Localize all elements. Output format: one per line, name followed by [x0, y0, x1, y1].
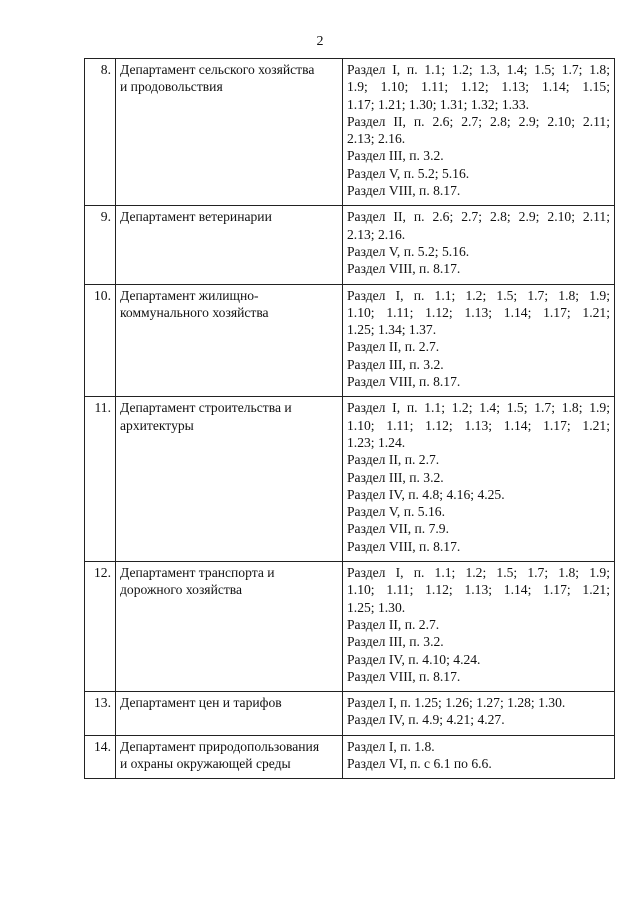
row-number: 11.	[85, 397, 116, 562]
department-name-line: и продовольствия	[120, 79, 223, 95]
reference-line: Раздел II, п. 2.6; 2.7; 2.8; 2.9; 2.10; 2.11;	[347, 113, 610, 129]
reference-line: Раздел VIII, п. 8.17.	[347, 183, 461, 199]
table-row	[85, 206, 615, 284]
reference-line: Раздел VI, п. с 6.1 по 6.6.	[347, 755, 492, 771]
reference-line: Раздел V, п. 5.16.	[347, 504, 445, 520]
reference-line: Раздел I, п. 1.1; 1.2; 1.5; 1.7; 1.8; 1.9;	[347, 287, 610, 303]
row-number: 12.	[85, 562, 116, 692]
section-references	[343, 59, 615, 206]
reference-line: 1.10; 1.11; 1.12; 1.13; 1.14; 1.17; 1.21;	[347, 582, 610, 598]
row-number: 10.	[85, 284, 116, 397]
department-name-line: Департамент природопользования	[120, 738, 320, 754]
row-number: 14.	[85, 735, 116, 779]
row-number: 13.	[85, 692, 116, 736]
table-row	[85, 284, 615, 397]
department-name-line: коммунального хозяйства	[120, 304, 269, 320]
reference-line: 1.17; 1.21; 1.30; 1.31; 1.32; 1.33.	[347, 96, 530, 112]
reference-line: Раздел I, п. 1.1; 1.2; 1.4; 1.5; 1.7; 1.8; 1.9;	[347, 400, 610, 416]
reference-line: Раздел III, п. 3.2.	[347, 469, 444, 485]
reference-line: Раздел V, п. 5.2; 5.16.	[347, 165, 470, 181]
reference-line: Раздел III, п. 3.2.	[347, 148, 444, 164]
section-references	[343, 692, 615, 736]
department-name	[116, 562, 343, 692]
table-row	[85, 692, 615, 736]
reference-line: Раздел III, п. 3.2.	[347, 634, 444, 650]
row-number: 8.	[85, 59, 116, 206]
reference-line: Раздел II, п. 2.7.	[347, 616, 440, 632]
reference-line: Раздел III, п. 3.2.	[347, 356, 444, 372]
reference-line: Раздел II, п. 2.6; 2.7; 2.8; 2.9; 2.10; 2.11;	[347, 209, 610, 225]
table-row	[85, 397, 615, 562]
reference-line: Раздел II, п. 2.7.	[347, 452, 440, 468]
reference-line: 1.9; 1.10; 1.11; 1.12; 1.13; 1.14; 1.15;	[347, 79, 610, 95]
reference-line: Раздел VII, п. 7.9.	[347, 521, 449, 537]
department-name-line: и охраны окружающей среды	[120, 755, 291, 771]
department-name-line: Департамент сельского хозяйства	[120, 62, 315, 77]
department-name-line: Департамент ветеринарии	[120, 209, 272, 225]
reference-line: Раздел IV, п. 4.9; 4.21; 4.27.	[347, 712, 505, 728]
department-name-line: Департамент транспорта и	[120, 565, 275, 581]
reference-line: Раздел I, п. 1.25; 1.26; 1.27; 1.28; 1.30.	[347, 695, 566, 711]
page-number: 2	[316, 34, 324, 49]
reference-line: 1.10; 1.11; 1.12; 1.13; 1.14; 1.17; 1.21;	[347, 417, 610, 433]
reference-line: Раздел VIII, п. 8.17.	[347, 261, 461, 277]
reference-line: 1.10; 1.11; 1.12; 1.13; 1.14; 1.17; 1.21;	[347, 304, 610, 320]
department-name	[116, 59, 343, 206]
department-name	[116, 206, 343, 284]
reference-line: Раздел I, п. 1.1; 1.2; 1.5; 1.7; 1.8; 1.9;	[347, 565, 610, 581]
reference-line: 1.25; 1.30.	[347, 599, 406, 615]
department-name	[116, 692, 343, 736]
department-name	[116, 735, 343, 779]
department-name	[116, 397, 343, 562]
section-references	[343, 206, 615, 284]
reference-line: 2.13; 2.16.	[347, 226, 406, 242]
reference-line: Раздел I, п. 1.1; 1.2; 1.3, 1.4; 1.5; 1.7; 1.8;	[347, 62, 610, 77]
table-row	[85, 59, 615, 206]
reference-line: 2.13; 2.16.	[347, 131, 406, 147]
reference-line: Раздел V, п. 5.2; 5.16.	[347, 243, 470, 259]
reference-line: Раздел VIII, п. 8.17.	[347, 538, 461, 554]
reference-line: Раздел IV, п. 4.8; 4.16; 4.25.	[347, 486, 505, 502]
table-row	[85, 735, 615, 779]
department-name	[116, 284, 343, 397]
section-references	[343, 735, 615, 779]
section-references	[343, 562, 615, 692]
department-table	[84, 58, 615, 779]
reference-line: Раздел IV, п. 4.10; 4.24.	[347, 651, 481, 667]
reference-line: 1.25; 1.34; 1.37.	[347, 322, 437, 338]
department-name-line: архитектуры	[120, 417, 194, 433]
department-name-line: Департамент жилищно-	[120, 287, 259, 303]
reference-line: Раздел VIII, п. 8.17.	[347, 668, 461, 684]
row-number: 9.	[85, 206, 116, 284]
department-name-line: Департамент строительства и	[120, 400, 292, 416]
reference-line: Раздел VIII, п. 8.17.	[347, 374, 461, 390]
section-references	[343, 284, 615, 397]
department-name-line: Департамент цен и тарифов	[120, 695, 282, 711]
table-row	[85, 562, 615, 692]
section-references	[343, 397, 615, 562]
reference-line: 1.23; 1.24.	[347, 434, 406, 450]
reference-line: Раздел I, п. 1.8.	[347, 738, 435, 754]
reference-line: Раздел II, п. 2.7.	[347, 339, 440, 355]
department-name-line: дорожного хозяйства	[120, 582, 243, 598]
